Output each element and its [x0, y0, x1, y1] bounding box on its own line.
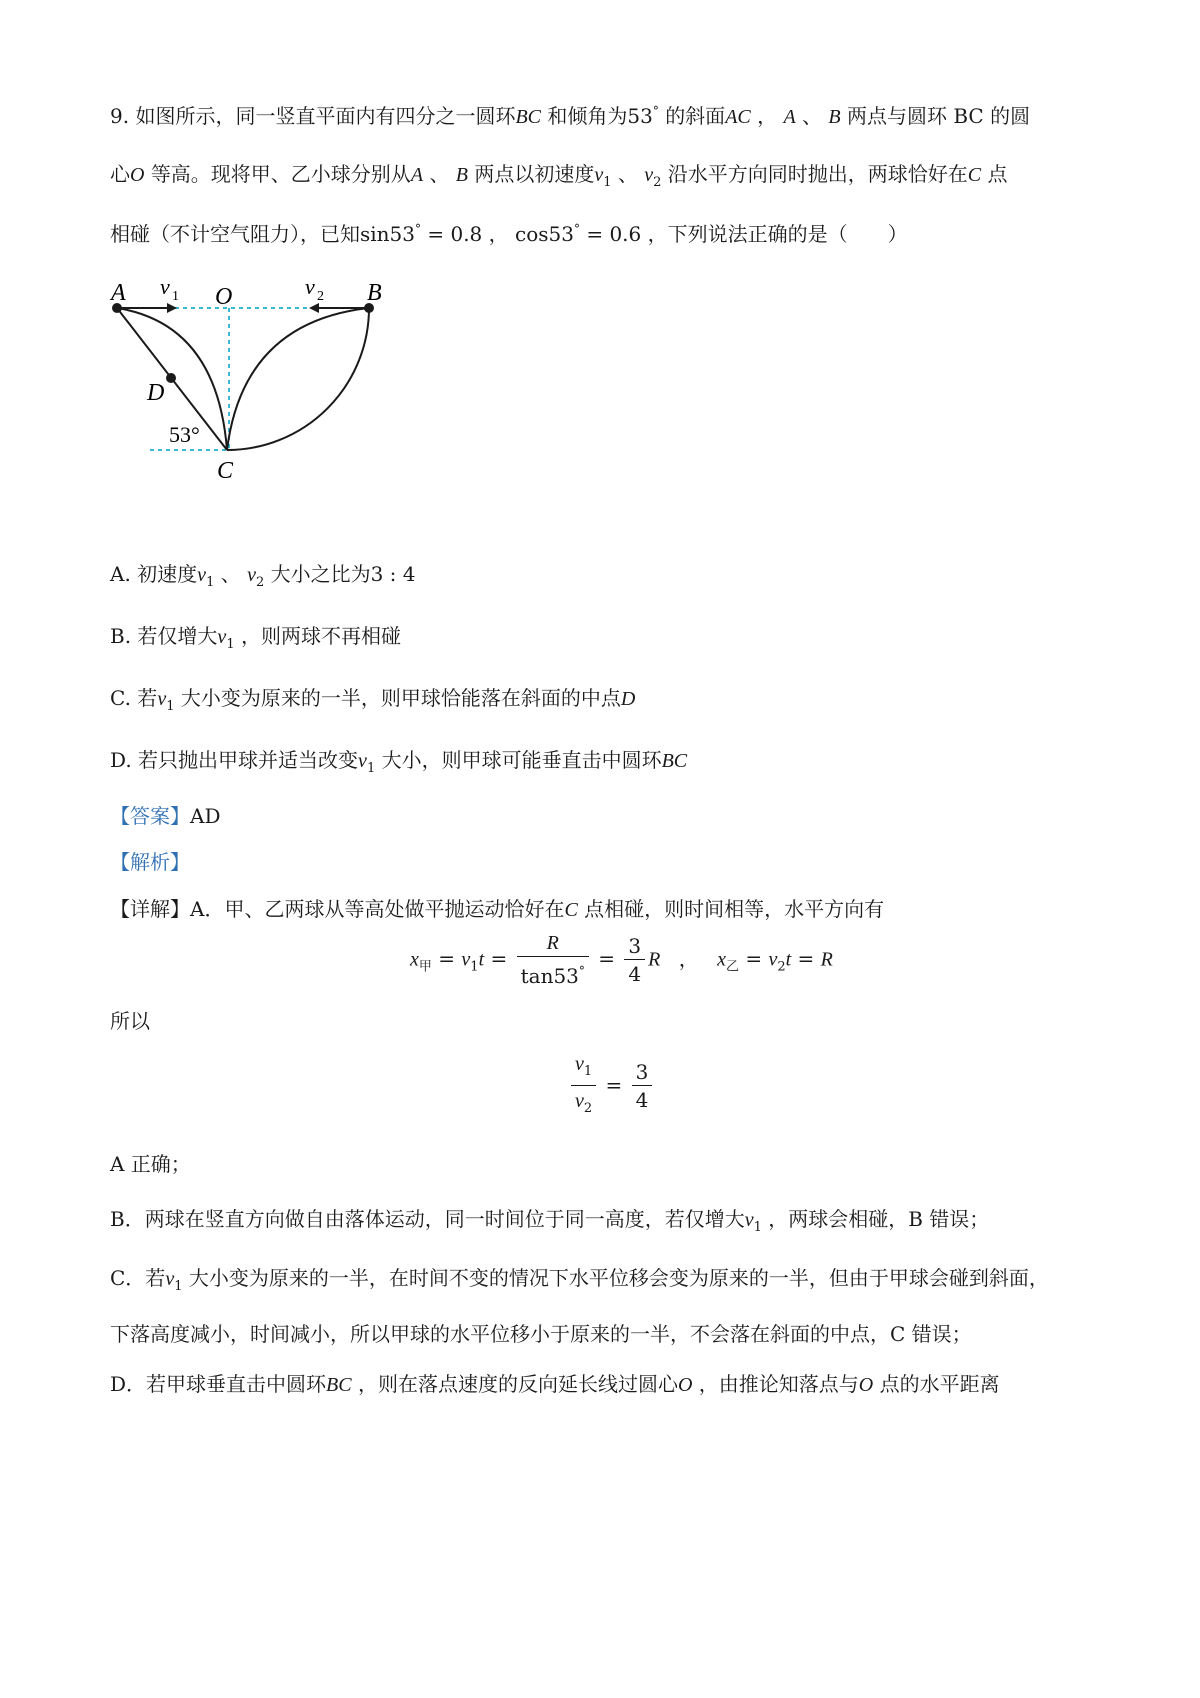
fraction-3-4 — [624, 933, 645, 988]
fraction-3-4 — [632, 1059, 653, 1114]
denominator: 4 — [624, 959, 645, 988]
var-v: v — [358, 750, 367, 772]
subscript: 1 — [166, 699, 175, 714]
subscript: 1 — [174, 1279, 183, 1294]
detail-text: 点的水平距离 — [879, 1372, 1000, 1396]
detail-text: B．两球在竖直方向做自由落体运动，同一时间位于同一高度，若仅增大 — [110, 1207, 745, 1231]
question-text: 两点与圆环 BC 的圆 — [846, 104, 1031, 128]
answer-label: 【答案】 — [110, 804, 190, 828]
subscript: 2 — [653, 175, 662, 190]
degree-symbol: ° — [652, 104, 659, 118]
cos-expr: cos53 — [515, 222, 574, 246]
fraction-v1-v2 — [571, 1050, 596, 1123]
question-text: 和倾角为53 — [547, 104, 653, 128]
detail-B-line — [110, 1203, 989, 1235]
detail-text: ，则在落点速度的反向延长线过圆心 — [357, 1372, 678, 1396]
tan-expr: tan53 — [520, 964, 579, 988]
equals: = — [490, 946, 508, 971]
var-v: v — [157, 688, 167, 710]
label-v2: v — [305, 274, 315, 299]
label-B: B — [367, 280, 382, 306]
cos-value: = 0.6 — [586, 222, 642, 246]
equation-2 — [568, 1050, 655, 1123]
equals: = — [797, 946, 815, 971]
subscript: 2 — [583, 1101, 593, 1116]
detail-text: A．甲、乙两球从等高处做平抛运动恰好在 — [190, 897, 565, 921]
var-O: O — [130, 164, 145, 186]
subscript: 2 — [777, 959, 786, 975]
var-v: v — [461, 948, 471, 971]
option-D — [110, 744, 687, 776]
option-text: A. 初速度 — [110, 562, 198, 586]
detail-text: ，由推论知落点与 — [698, 1372, 859, 1396]
equation-1 — [410, 930, 833, 990]
equals: = — [438, 946, 456, 971]
answer-value: AD — [190, 804, 221, 828]
var-B: B — [828, 106, 841, 128]
option-text: 大小变为原来的一半，则甲球恰能落在斜面的中点 — [180, 686, 621, 710]
option-text: ，则两球不再相碰 — [240, 624, 401, 648]
numerator: R — [546, 932, 559, 954]
subscript: 乙 — [725, 959, 739, 975]
punct: 、 — [617, 162, 638, 186]
detail-C-line-2 — [110, 1318, 972, 1347]
detail-text: 下落高度减小，时间减小，所以甲球的水平位移小于原来的一半，不会落在斜面的中点，C 错误； — [110, 1322, 972, 1346]
question-text: ，下列说法正确的是（ ） — [647, 222, 908, 246]
sin-expr: sin53 — [360, 222, 415, 246]
sin-value: = 0.8 — [427, 222, 483, 246]
var-t: t — [785, 948, 792, 971]
label-O: O — [215, 284, 233, 310]
punct: ， — [488, 222, 509, 246]
var-v: v — [768, 948, 778, 971]
trajectory-B — [227, 308, 369, 450]
a-correct-line — [110, 1148, 191, 1177]
question-text: 等高。现将甲、乙小球分别从 — [150, 162, 411, 186]
label-v2-sub: 2 — [317, 289, 324, 304]
question-text: 心 — [110, 162, 130, 186]
var-C: C — [564, 899, 578, 921]
answer-line — [110, 800, 220, 829]
degree-symbol: ° — [415, 222, 421, 236]
point-D — [166, 373, 176, 383]
analysis-label: 【解析】 — [110, 850, 190, 874]
var-v: v — [165, 1268, 175, 1290]
equals: = — [605, 1073, 623, 1097]
punct: 、 — [429, 162, 450, 186]
ratio: 3 : 4 — [370, 562, 416, 586]
var-BC: BC — [661, 750, 688, 772]
question-line-1 — [110, 100, 1030, 129]
detail-D-line — [110, 1368, 1000, 1397]
suoyi-line — [110, 1005, 150, 1034]
numerator: 3 — [628, 933, 642, 958]
question-text: 两点以初速度 — [474, 162, 595, 186]
var-BC: BC — [326, 1374, 352, 1396]
question-line-2 — [110, 158, 1007, 190]
var-x: x — [717, 948, 726, 971]
detail-text: ，两球会相碰，B 错误； — [768, 1207, 990, 1231]
label-C: C — [217, 458, 234, 484]
var-v: v — [644, 164, 654, 186]
numerator — [571, 1050, 596, 1085]
detail-text: 点相碰，则时间相等，水平方向有 — [584, 897, 885, 921]
detail-text: D．若甲球垂直击中圆环 — [110, 1372, 327, 1396]
punct: ， — [757, 104, 778, 128]
option-C — [110, 682, 635, 714]
var-AC: AC — [725, 106, 751, 128]
question-line-3 — [110, 218, 908, 247]
label-v1: v — [160, 274, 170, 299]
subscript: 1 — [226, 637, 235, 652]
detail-text: A 正确； — [110, 1152, 191, 1176]
var-x: x — [410, 948, 419, 971]
degree-symbol: ° — [573, 222, 580, 236]
subscript: 2 — [255, 575, 265, 590]
option-A — [110, 558, 416, 590]
option-text: 大小之比为 — [270, 562, 371, 586]
punct: ， — [678, 946, 699, 971]
subscript: 1 — [583, 1064, 593, 1079]
arrowhead-v2 — [309, 303, 319, 313]
subscript: 甲 — [418, 959, 432, 975]
label-A: A — [111, 280, 126, 306]
degree-symbol: ° — [578, 964, 585, 978]
question-text: 点 — [987, 162, 1008, 186]
var-R: R — [820, 948, 833, 971]
option-text: 大小，则甲球可能垂直击中圆环 — [381, 748, 662, 772]
subscript: 1 — [366, 761, 376, 776]
var-v: v — [575, 1053, 584, 1075]
var-B: B — [455, 164, 468, 186]
option-text: B. 若仅增大 — [110, 624, 218, 648]
var-O: O — [858, 1374, 874, 1396]
var-v: v — [247, 564, 256, 586]
option-text: C. 若 — [110, 686, 158, 710]
detail-text: 大小变为原来的一半，在时间不变的情况下水平位移会变为原来的一半，但由于甲球会碰到斜面， — [188, 1266, 1049, 1290]
denominator — [517, 956, 589, 990]
var-R: R — [648, 948, 661, 971]
var-O: O — [677, 1374, 693, 1396]
detail-text: 所以 — [110, 1009, 150, 1033]
detail-text: C．若 — [110, 1266, 166, 1290]
subscript: 1 — [470, 959, 479, 975]
detail-label: 【详解】 — [110, 897, 190, 921]
option-B — [110, 620, 401, 652]
punct: 、 — [802, 104, 823, 128]
detail-line-1 — [110, 893, 884, 922]
var-C: C — [967, 164, 982, 186]
option-text: D. 若只抛出甲球并适当改变 — [110, 748, 359, 772]
var-v: v — [594, 164, 604, 186]
fraction-R-tan — [517, 930, 589, 990]
var-D: D — [620, 688, 636, 710]
var-A: A — [783, 106, 796, 128]
var-v: v — [744, 1209, 754, 1231]
numerator: 3 — [635, 1060, 649, 1084]
physics-diagram — [105, 272, 425, 502]
label-angle: 53° — [169, 422, 200, 447]
question-text: 沿水平方向同时抛出，两球恰好在 — [667, 162, 968, 186]
detail-C-line-1 — [110, 1262, 1049, 1294]
arrowhead-v1 — [167, 303, 177, 313]
question-text: 的斜面 — [665, 104, 726, 128]
label-v1-sub: 1 — [172, 289, 179, 304]
subscript: 1 — [206, 575, 215, 590]
equals: = — [598, 946, 616, 971]
question-text: 9. 如图所示，同一竖直平面内有四分之一圆环 — [110, 104, 516, 128]
denominator: 4 — [632, 1085, 653, 1114]
denominator — [571, 1085, 596, 1123]
analysis-line — [110, 846, 190, 875]
var-A: A — [410, 164, 424, 186]
question-text: 相碰（不计空气阻力），已知 — [110, 222, 360, 246]
var-BC: BC — [515, 106, 542, 128]
var-v: v — [217, 626, 227, 648]
var-v: v — [575, 1090, 584, 1112]
label-D: D — [147, 380, 165, 406]
var-v: v — [197, 564, 207, 586]
punct: 、 — [220, 562, 241, 586]
var-t: t — [478, 948, 485, 971]
subscript: 1 — [753, 1220, 762, 1235]
equals: = — [745, 946, 763, 971]
subscript: 1 — [603, 175, 612, 190]
